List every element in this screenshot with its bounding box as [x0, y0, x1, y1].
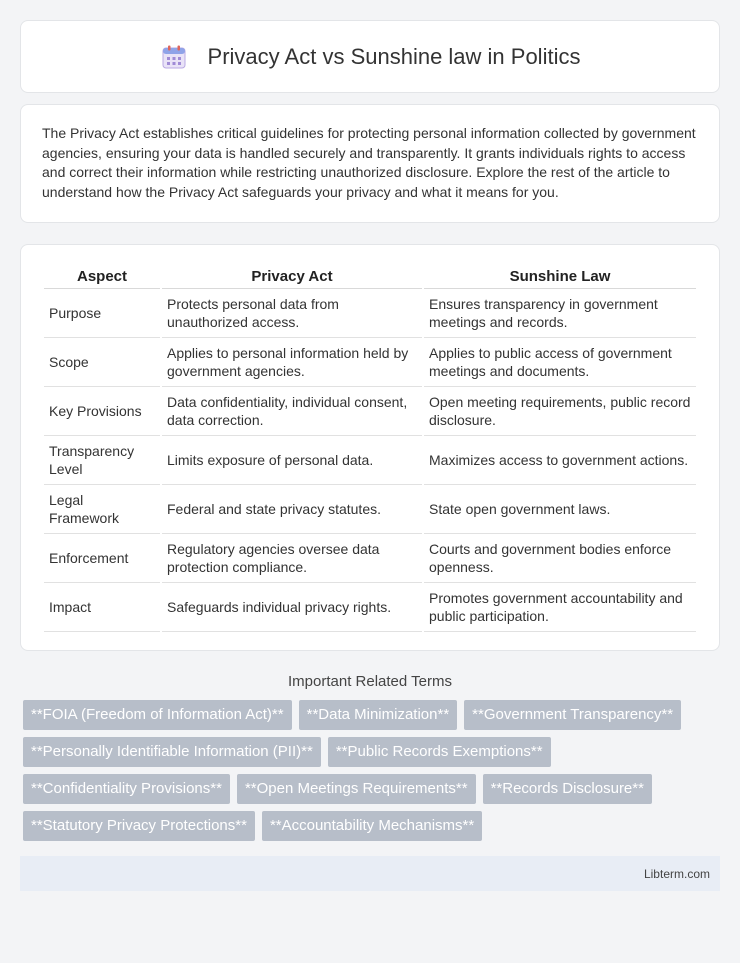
related-terms-list	[20, 700, 720, 841]
related-term-tag[interactable]: **FOIA (Freedom of Information Act)**	[23, 700, 292, 730]
footer-brand-link[interactable]: Libterm.com	[643, 866, 710, 881]
table-row	[44, 338, 696, 387]
row-sunshine-law: Open meeting requirements, public record disclosure.	[424, 387, 696, 436]
header-sunshine-law: Sunshine Law	[424, 263, 696, 289]
row-privacy-act: Safeguards individual privacy rights.	[162, 583, 422, 632]
row-privacy-act: Protects personal data from unauthorized access.	[162, 289, 422, 338]
table-row	[44, 583, 696, 632]
table-row	[44, 289, 696, 338]
related-terms-title: Important Related Terms	[288, 673, 452, 690]
page-title: Privacy Act vs Sunshine law in Politics	[207, 43, 581, 69]
related-term-tag[interactable]: **Personally Identifiable Information (PII)**	[23, 737, 321, 767]
row-sunshine-law: Ensures transparency in government meetings and records.	[424, 289, 696, 338]
related-term-tag[interactable]: **Government Transparency**	[464, 700, 681, 730]
intro-card	[20, 104, 720, 223]
row-aspect: Key Provisions	[44, 387, 160, 436]
related-term-tag[interactable]: **Records Disclosure**	[483, 774, 652, 804]
header-aspect: Aspect	[44, 263, 160, 289]
row-privacy-act: Limits exposure of personal data.	[162, 436, 422, 485]
row-sunshine-law: Promotes government accountability and public participation.	[424, 583, 696, 632]
row-aspect: Enforcement	[44, 534, 160, 583]
row-aspect: Transparency Level	[44, 436, 160, 485]
intro-text: The Privacy Act establishes critical guidelines for protecting personal information collected by government agencies, ensuring your data is handled securely and transparently. It grants individuals rights to access and correct their information while restricting unauthorized disclosure. Explore the rest of the article to understand how the Privacy Act safeguards your privacy and what it means for you.	[42, 125, 696, 200]
row-privacy-act: Data confidentiality, individual consent, data correction.	[162, 387, 422, 436]
footer	[20, 856, 720, 891]
title-card	[20, 20, 720, 93]
related-term-tag[interactable]: **Public Records Exemptions**	[328, 737, 551, 767]
comparison-table	[42, 263, 698, 632]
table-header-row	[44, 263, 696, 289]
row-sunshine-law: Applies to public access of government meetings and documents.	[424, 338, 696, 387]
row-sunshine-law: Maximizes access to government actions.	[424, 436, 696, 485]
related-term-tag[interactable]: **Confidentiality Provisions**	[23, 774, 230, 804]
row-privacy-act: Regulatory agencies oversee data protection compliance.	[162, 534, 422, 583]
row-aspect: Legal Framework	[44, 485, 160, 534]
related-term-tag[interactable]: **Open Meetings Requirements**	[237, 774, 476, 804]
related-term-tag[interactable]: **Accountability Mechanisms**	[262, 811, 482, 841]
row-privacy-act: Applies to personal information held by government agencies.	[162, 338, 422, 387]
row-aspect: Purpose	[44, 289, 160, 338]
table-row	[44, 387, 696, 436]
comparison-table-card	[20, 244, 720, 651]
calendar-icon	[160, 43, 188, 71]
header-privacy-act: Privacy Act	[162, 263, 422, 289]
row-privacy-act: Federal and state privacy statutes.	[162, 485, 422, 534]
table-row	[44, 485, 696, 534]
row-sunshine-law: Courts and government bodies enforce openness.	[424, 534, 696, 583]
row-aspect: Impact	[44, 583, 160, 632]
row-aspect: Scope	[44, 338, 160, 387]
related-term-tag[interactable]: **Data Minimization**	[299, 700, 458, 730]
related-term-tag[interactable]: **Statutory Privacy Protections**	[23, 811, 255, 841]
table-row	[44, 534, 696, 583]
row-sunshine-law: State open government laws.	[424, 485, 696, 534]
table-row	[44, 436, 696, 485]
